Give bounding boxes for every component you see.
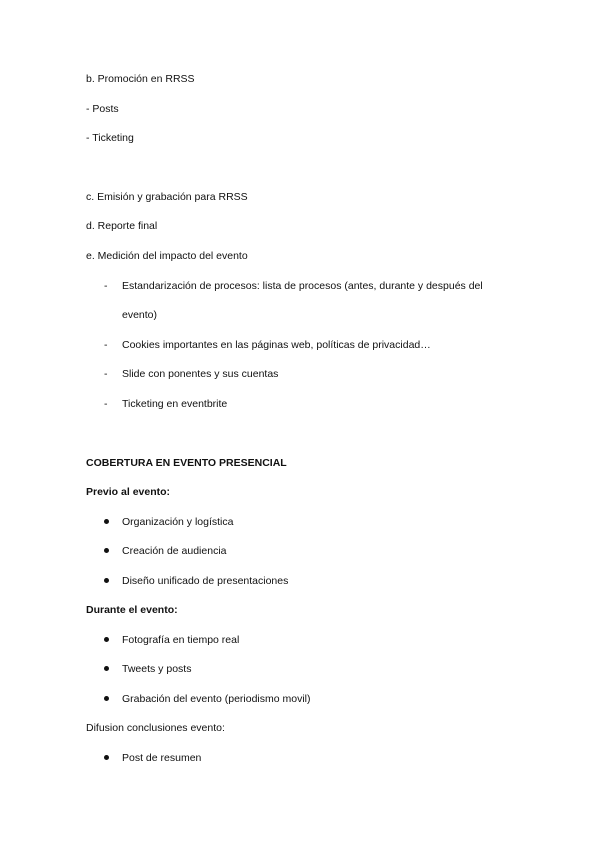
item-d-reporte: d. Reporte final xyxy=(86,220,158,232)
bullet-item-text: Creación de audiencia xyxy=(122,545,227,557)
bullet-item-text: Tweets y posts xyxy=(122,663,192,675)
dash-item-text: Slide con ponentes y sus cuentas xyxy=(122,368,279,380)
bullet-item-text: Grabación del evento (periodismo movil) xyxy=(122,693,311,705)
dash-marker: - xyxy=(104,368,108,380)
bullet-icon xyxy=(104,696,109,701)
bullet-item-text: Diseño unificado de presentaciones xyxy=(122,575,289,587)
bullet-icon xyxy=(104,578,109,583)
dash-item-text: Estandarización de procesos: lista de procesos (antes, durante y después del xyxy=(122,280,483,292)
heading-previo: Previo al evento: xyxy=(86,486,171,498)
dash-marker: - xyxy=(104,398,108,410)
item-e-medicion: e. Medición del impacto del evento xyxy=(86,250,248,262)
item-posts: - Posts xyxy=(86,103,119,115)
bullet-item-text: Organización y logística xyxy=(122,516,234,528)
dash-marker: - xyxy=(104,280,108,292)
dash-marker: - xyxy=(104,339,108,351)
bullet-icon xyxy=(104,637,109,642)
bullet-item-text: Fotografía en tiempo real xyxy=(122,634,240,646)
bullet-icon xyxy=(104,548,109,553)
item-c-emision: c. Emisión y grabación para RRSS xyxy=(86,191,248,203)
dash-item-text: Ticketing en eventbrite xyxy=(122,398,228,410)
item-ticketing: - Ticketing xyxy=(86,132,134,144)
bullet-item-text: Post de resumen xyxy=(122,752,202,764)
bullet-icon xyxy=(104,755,109,760)
bullet-icon xyxy=(104,666,109,671)
bullet-icon xyxy=(104,519,109,524)
heading-difusion: Difusion conclusiones evento: xyxy=(86,722,225,734)
dash-item-text: Cookies importantes en las páginas web, políticas de privacidad… xyxy=(122,339,431,351)
section-title: COBERTURA EN EVENTO PRESENCIAL xyxy=(86,457,287,469)
item-b-promocion: b. Promoción en RRSS xyxy=(86,73,195,85)
heading-durante: Durante el evento: xyxy=(86,604,178,616)
dash-item-text: evento) xyxy=(122,309,158,321)
